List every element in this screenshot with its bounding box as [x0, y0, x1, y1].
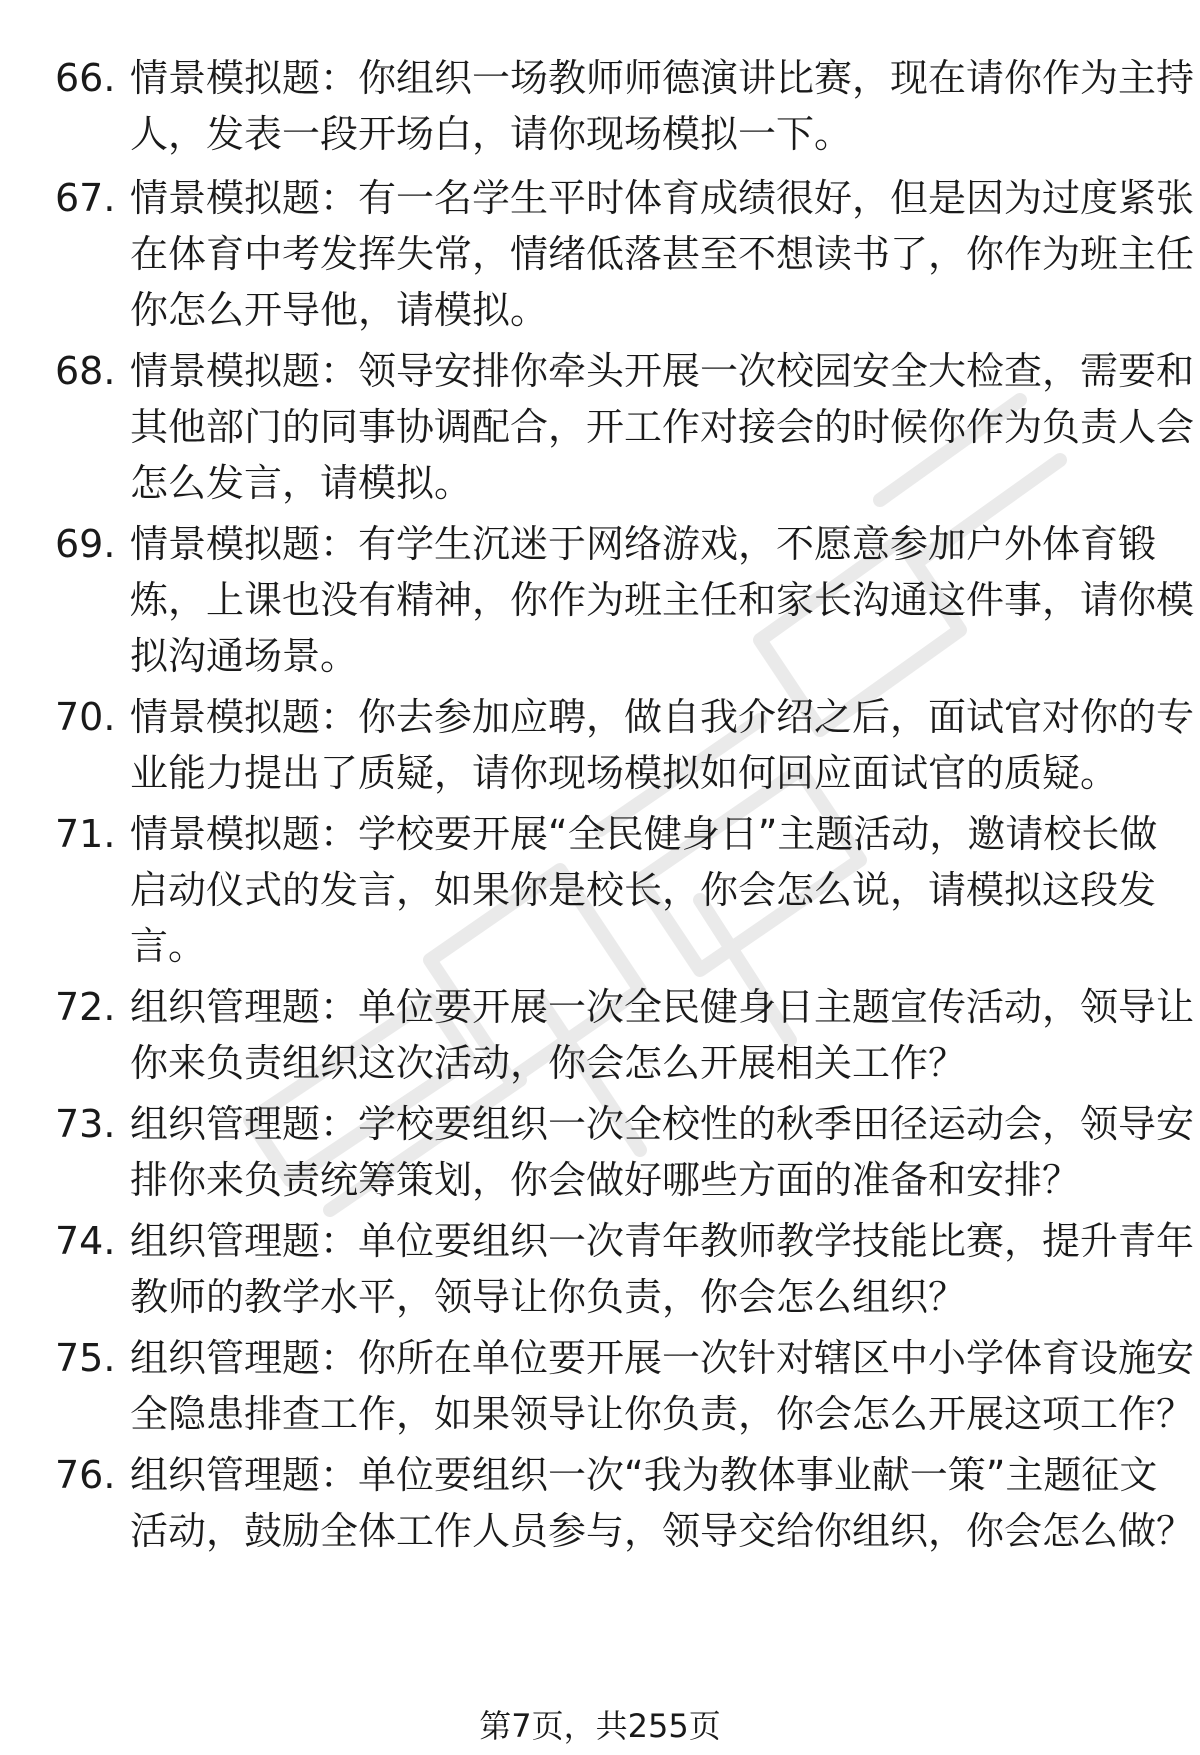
- question-line: 业能力提出了质疑，请你现场模拟如何回应面试官的质疑。: [130, 751, 1119, 795]
- question-text: [130, 343, 1195, 511]
- question-line: 情景模拟题：你组织一场教师师德演讲比赛，现在请你作为主持: [130, 56, 1195, 100]
- question-line: 情景模拟题：有学生沉迷于网络游戏，不愿意参加户外体育锻: [130, 522, 1157, 566]
- question-number: 74.: [55, 1219, 116, 1263]
- question-line: 你怎么开导他，请模拟。: [130, 288, 549, 332]
- question-line: 组织管理题：单位要开展一次全民健身日主题宣传活动，领导让: [130, 985, 1195, 1029]
- question-line: 情景模拟题：领导安排你牵头开展一次校园安全大检查，需要和: [130, 349, 1195, 393]
- question-line: 情景模拟题：有一名学生平时体育成绩很好，但是因为过度紧张: [130, 176, 1195, 220]
- question-text: [130, 1447, 1195, 1559]
- question-text: [130, 516, 1195, 684]
- question-text: [130, 979, 1195, 1091]
- question-line: 情景模拟题：学校要开展“全民健身日”主题活动，邀请校长做: [130, 812, 1158, 856]
- question-line: 拟沟通场景。: [130, 634, 359, 678]
- page-footer: 第7页，共255页: [479, 1707, 721, 1745]
- question-line: 在体育中考发挥失常，情绪低落甚至不想读书了，你作为班主任: [130, 232, 1195, 276]
- question-line: 其他部门的同事协调配合，开工作对接会的时候你作为负责人会: [130, 405, 1195, 449]
- question-line: 你来负责组织这次活动，你会怎么开展相关工作？: [130, 1041, 967, 1085]
- question-number: 72.: [55, 985, 116, 1029]
- question-text: [130, 689, 1195, 801]
- question-number: 71.: [55, 812, 116, 856]
- question-line: 言。: [130, 924, 207, 968]
- question-text: [130, 170, 1195, 338]
- question-line: 启动仪式的发言，如果你是校长，你会怎么说，请模拟这段发: [130, 868, 1157, 912]
- question-number: 70.: [55, 695, 116, 739]
- question-line: 组织管理题：单位要组织一次青年教师教学技能比赛，提升青年: [130, 1219, 1195, 1263]
- question-line: 组织管理题：学校要组织一次全校性的秋季田径运动会，领导安: [130, 1102, 1195, 1146]
- question-line: 炼，上课也没有精神，你作为班主任和家长沟通这件事，请你模: [130, 578, 1195, 622]
- question-number: 76.: [55, 1453, 116, 1497]
- question-line: 情景模拟题：你去参加应聘，做自我介绍之后，面试官对你的专: [130, 695, 1195, 739]
- question-text: [130, 1213, 1195, 1325]
- question-line: 全隐患排查工作，如果领导让你负责，你会怎么开展这项工作？: [130, 1392, 1195, 1436]
- question-text: [130, 806, 1158, 974]
- question-line: 组织管理题：单位要组织一次“我为教体事业献一策”主题征文: [130, 1453, 1158, 1497]
- question-text: [130, 50, 1195, 162]
- question-line: 怎么发言，请模拟。: [130, 461, 473, 505]
- question-line: 人，发表一段开场白，请你现场模拟一下。: [130, 112, 853, 156]
- question-number: 69.: [55, 522, 116, 566]
- question-number: 67.: [55, 176, 116, 220]
- question-line: 排你来负责统筹策划，你会做好哪些方面的准备和安排？: [130, 1158, 1081, 1202]
- question-number: 66.: [55, 56, 116, 100]
- question-line: 活动，鼓励全体工作人员参与，领导交给你组织，你会怎么做？: [130, 1509, 1195, 1553]
- question-line: 组织管理题：你所在单位要开展一次针对辖区中小学体育设施安: [130, 1336, 1195, 1380]
- question-text: [130, 1096, 1195, 1208]
- question-line: 教师的教学水平，领导让你负责，你会怎么组织？: [130, 1275, 967, 1319]
- question-text: [130, 1330, 1195, 1442]
- question-number: 75.: [55, 1336, 116, 1380]
- question-number: 68.: [55, 349, 116, 393]
- question-number: 73.: [55, 1102, 116, 1146]
